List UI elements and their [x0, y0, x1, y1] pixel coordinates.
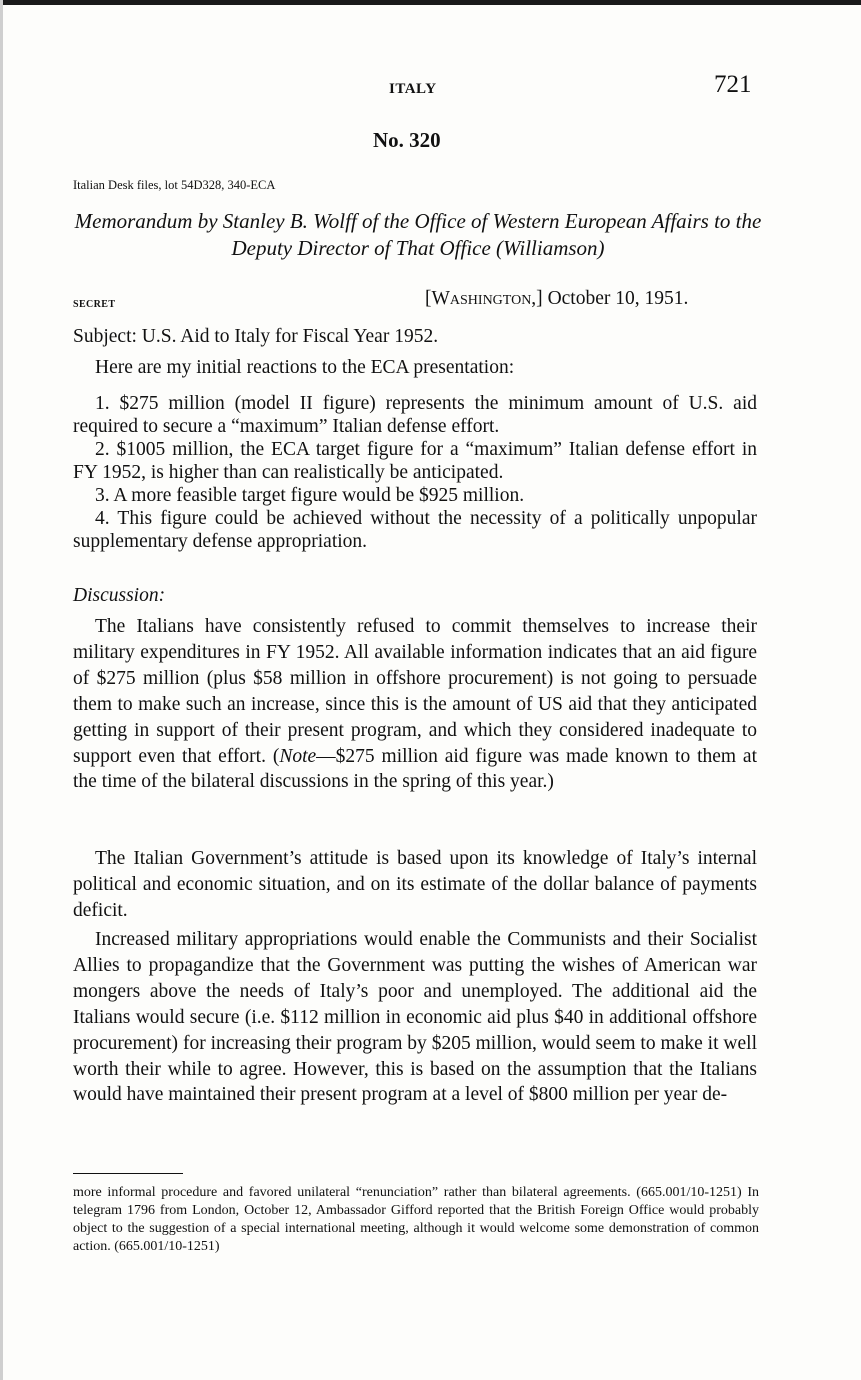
page-top-border [0, 0, 861, 5]
discussion-heading: Discussion: [73, 585, 166, 606]
footnote-rule [73, 1173, 183, 1174]
document-title: Memorandum by Stanley B. Wolff of the Office of Western European Affairs to the Deputy Director of That Office (Williamson) [74, 209, 762, 260]
dateline-date: October 10, 1951. [547, 288, 689, 309]
list-item: 2. $1005 million, the ECA target figure for a “maximum” Italian defense effort in FY 1952, is higher than can realistically be anticipated. [73, 439, 757, 483]
dateline-place: [Washington,] [425, 288, 543, 309]
list-item: 1. $275 million (model II figure) represents the minimum amount of U.S. aid required to secure a “maximum” Italian defense effort. [73, 393, 757, 437]
discussion-paragraph-2: The Italian Government’s attitude is based upon its knowledge of Italy’s internal political and economic situation, and on its estimate of the dollar balance of payments deficit. [73, 848, 757, 921]
footnote: more informal procedure and favored unilateral “renunciation” rather than bilateral agreements. (665.001/10-1251) In telegram 1796 from London, October 12, Ambassador Gifford reported that the British Foreign Office would probably object to the suggestion of a special international meeting, although it would welcome some demonstration of common action. (665.001/10-1251) [73, 1185, 759, 1254]
page-left-edge [0, 0, 3, 1380]
list-item: 4. This figure could be achieved without the necessity of a politically unpopular supplementary defense appropriation. [73, 508, 757, 552]
list-item: 3. A more feasible target figure would be $925 million. [95, 485, 525, 506]
note-label: Note [279, 745, 317, 767]
numbered-list [73, 392, 757, 553]
paragraph-text: The Italians have consistently refused to commit themselves to increase their military expenditures in FY 1952. All available information indicates that an aid figure of $275 million (plus $58 million in offshore procurement) is not going to persuade them to make such an increase, since this is the amount of US aid that they anticipated getting in support of their present program, and which they considered inadequate to support even that effort. ( [73, 616, 757, 767]
paragraph-text: —$275 million aid figure was made known to them at the time of the bilateral discussions in the spring of this year.) [73, 745, 758, 793]
intro-paragraph: Here are my initial reactions to the ECA presentation: [95, 357, 515, 378]
discussion-paragraph-1 [73, 614, 757, 795]
document-number: No. 320 [373, 128, 441, 152]
classification-marking: secret [73, 296, 116, 311]
discussion-paragraph-3: Increased military appropriations would enable the Communists and their Socialist Allies to propagandize that the Government was putting the wishes of American war mongers above the needs of Italy’s poor and unemployed. The additional aid the Italians would secure (i.e. $112 million in economic aid plus $40 in additional offshore procurement) for increasing their program by $205 million, would seem to make it well worth their while to agree. However, this is based on the assumption that the Italians would have maintained their present program at a level of $800 million per year de- [73, 929, 757, 1106]
running-head: ITALY [389, 81, 437, 97]
dateline [425, 288, 688, 310]
subject-line: Subject: U.S. Aid to Italy for Fiscal Year 1952. [73, 326, 439, 347]
source-note: Italian Desk files, lot 54D328, 340-ECA [73, 178, 276, 192]
page-number: 721 [714, 71, 752, 98]
